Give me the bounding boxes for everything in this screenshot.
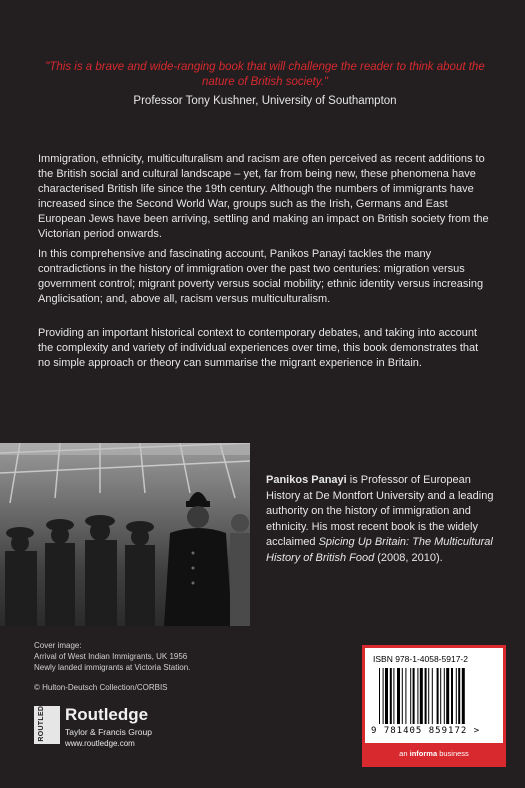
publisher-group: Taylor & Francis Group (65, 727, 152, 737)
publisher-url: www.routledge.com (65, 739, 135, 748)
station-crowd-illustration (0, 443, 250, 626)
photo-copyright: © Hulton-Deutsch Collection/CORBIS (34, 683, 168, 692)
informa-prefix: an (399, 749, 410, 758)
routledge-logo (34, 695, 60, 744)
recent-book-title: Spicing Up Britain: The Multicultural History of British Food (266, 536, 493, 564)
cover-image-caption (34, 640, 254, 673)
bio-text-1: is Professor of European History at De Montfort University and a leading authority on the history of immigration and ethnicity. His most recent book is the widely acclaimed (266, 474, 494, 548)
caption-label: Cover image: (34, 641, 82, 650)
blurb-paragraph-3: Providing an important historical context to contemporary debates, and taking into account the complexity and variety of individual experiences over time, this book demonstrates that no simple approach or theory can summarise the migrant experience in Britain. (38, 327, 479, 369)
barcode-icon (379, 668, 491, 726)
author-name: Panikos Panayi (266, 474, 347, 486)
caption-line-2: Newly landed immigrants at Victoria Station. (34, 663, 191, 672)
informa-suffix: business (437, 749, 469, 758)
author-bio (266, 473, 496, 566)
caption-line-1: Arrival of West Indian Immigrants, UK 1956 (34, 652, 188, 661)
informa-brand: informa (409, 749, 438, 758)
blurb-paragraph-2: In this comprehensive and fascinating account, Panikos Panayi tackles the many contradictions in the history of immigration over the past two centuries: migration versus government control; migrant poverty versus social mobility; ethnic identity versus increasing Anglicisation; and, above all, racism versus multiculturalism. (38, 248, 484, 305)
publisher-block (65, 706, 152, 748)
logo-text: ROUTLEDGE (38, 695, 45, 742)
publisher-name: Routledge (65, 705, 149, 724)
endorsement-attribution: Professor Tony Kushner, University of Southampton (133, 95, 397, 107)
informa-business-strip (362, 743, 506, 767)
bio-text-2: (2008, 2010). (374, 551, 443, 564)
cover-photo (0, 443, 250, 626)
barcode-digits: 9 781405 859172 > (371, 726, 481, 736)
endorsement-quote: "This is a brave and wide-ranging book that will challenge the reader to think about the nature of British society." (45, 61, 485, 88)
isbn-text: ISBN 978-1-4058-5917-2 (373, 654, 468, 664)
barcode-panel (362, 645, 506, 767)
blurb-paragraph-1: Immigration, ethnicity, multiculturalism and racism are often perceived as recent additions to the British social and cultural landscape – yet, far from being new, these phenomena have characterised British life since the 19th century. Although the numbers of immigrants have increased since the Second World War, groups such as the Irish, Germans and East European Jews have been arriving, settling and making an impact on British society from the Victorian period onwards. (38, 153, 489, 240)
